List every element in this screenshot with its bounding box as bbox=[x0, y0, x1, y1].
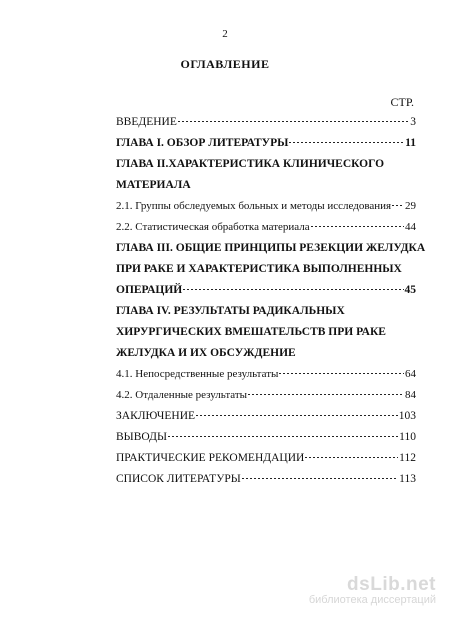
toc-entry-title: ВВЕДЕНИЕ bbox=[116, 116, 177, 128]
toc-entry-title: 2.1. Группы обследуемых больных и методы исследования bbox=[116, 200, 392, 212]
toc-entry bbox=[116, 280, 416, 301]
toc-leader-dots bbox=[248, 394, 404, 395]
toc-entry-page: 11 bbox=[405, 137, 416, 149]
toc-entry bbox=[116, 154, 416, 175]
toc-leader-dots bbox=[168, 436, 398, 437]
toc-entry bbox=[116, 217, 416, 238]
toc-entry-title: ГЛАВА IV. РЕЗУЛЬТАТЫ РАДИКАЛЬНЫХ bbox=[116, 305, 345, 317]
toc-entry-page: 84 bbox=[405, 389, 416, 401]
toc-entry-title: 4.1. Непосредственные результаты bbox=[116, 368, 279, 380]
toc-entry-title: ХИРУРГИЧЕСКИХ ВМЕШАТЕЛЬСТВ ПРИ РАКЕ bbox=[116, 326, 386, 338]
toc-leader-dots bbox=[183, 289, 403, 290]
toc-leader-dots bbox=[279, 373, 404, 374]
toc-entry-title: МАТЕРИАЛА bbox=[116, 179, 191, 191]
toc-leader-dots bbox=[178, 121, 409, 122]
watermark-logo bbox=[309, 574, 436, 606]
toc-leader-dots bbox=[305, 457, 398, 458]
toc-entry bbox=[116, 133, 416, 154]
toc-entry bbox=[116, 406, 416, 427]
toc-leader-dots bbox=[392, 205, 404, 206]
toc-entry-page: 45 bbox=[404, 284, 416, 296]
toc-entry-title: ПРИ РАКЕ И ХАРАКТЕРИСТИКА ВЫПОЛНЕННЫХ bbox=[116, 263, 402, 275]
watermark-brand: dsLib.net bbox=[347, 574, 436, 595]
toc-entry bbox=[116, 112, 416, 133]
toc-entry bbox=[116, 427, 416, 448]
toc-entry bbox=[116, 322, 416, 343]
toc-entry-title: ГЛАВА III. ОБЩИЕ ПРИНЦИПЫ РЕЗЕКЦИИ ЖЕЛУДКА bbox=[116, 242, 426, 254]
toc-entry-title: ВЫВОДЫ bbox=[116, 431, 167, 443]
toc-entry-title: 2.2. Статистическая обработка материала bbox=[116, 221, 310, 233]
toc-leader-dots bbox=[289, 142, 404, 143]
toc-entry bbox=[116, 238, 426, 259]
pages-column-header: СТР. bbox=[390, 95, 414, 109]
toc-entry-page: 113 bbox=[399, 473, 416, 485]
toc-entry bbox=[116, 469, 416, 490]
table-of-contents bbox=[116, 112, 426, 490]
toc-entry-title: ГЛАВА II.ХАРАКТЕРИСТИКА КЛИНИЧЕСКОГО bbox=[116, 158, 385, 170]
toc-entry-page: 112 bbox=[399, 452, 416, 464]
toc-entry-title: ПРАКТИЧЕСКИЕ РЕКОМЕНДАЦИИ bbox=[116, 452, 305, 464]
toc-entry-page: 3 bbox=[410, 116, 416, 128]
toc-leader-dots bbox=[196, 415, 398, 416]
toc-entry bbox=[116, 385, 416, 406]
toc-entry bbox=[116, 343, 416, 364]
toc-entry bbox=[116, 448, 416, 469]
toc-entry-title: СПИСОК ЛИТЕРАТУРЫ bbox=[116, 473, 241, 485]
toc-entry bbox=[116, 364, 416, 385]
toc-entry-title: ЗАКЛЮЧЕНИЕ bbox=[116, 410, 196, 422]
toc-leader-dots bbox=[311, 226, 404, 227]
toc-entry-page: 29 bbox=[405, 200, 416, 212]
toc-entry-title: ОПЕРАЦИЙ bbox=[116, 284, 183, 296]
page-number: 2 bbox=[222, 28, 228, 40]
toc-entry-page: 44 bbox=[405, 221, 416, 233]
toc-entry bbox=[116, 301, 416, 322]
toc-entry-title: ЖЕЛУДКА И ИХ ОБСУЖДЕНИЕ bbox=[116, 347, 296, 359]
toc-entry bbox=[116, 259, 416, 280]
toc-entry-page: 64 bbox=[405, 368, 416, 380]
watermark-subtitle: библиотека диссертаций bbox=[308, 594, 436, 606]
document-title: ОГЛАВЛЕНИЕ bbox=[180, 57, 270, 71]
toc-entry-title: 4.2. Отдаленные результаты bbox=[116, 389, 248, 401]
toc-entry-page: 110 bbox=[399, 431, 416, 443]
toc-entry bbox=[116, 196, 416, 217]
toc-entry bbox=[116, 175, 416, 196]
toc-leader-dots bbox=[242, 478, 398, 479]
toc-entry-page: 103 bbox=[398, 410, 416, 422]
toc-entry-title: ГЛАВА I. ОБЗОР ЛИТЕРАТУРЫ bbox=[116, 137, 289, 149]
